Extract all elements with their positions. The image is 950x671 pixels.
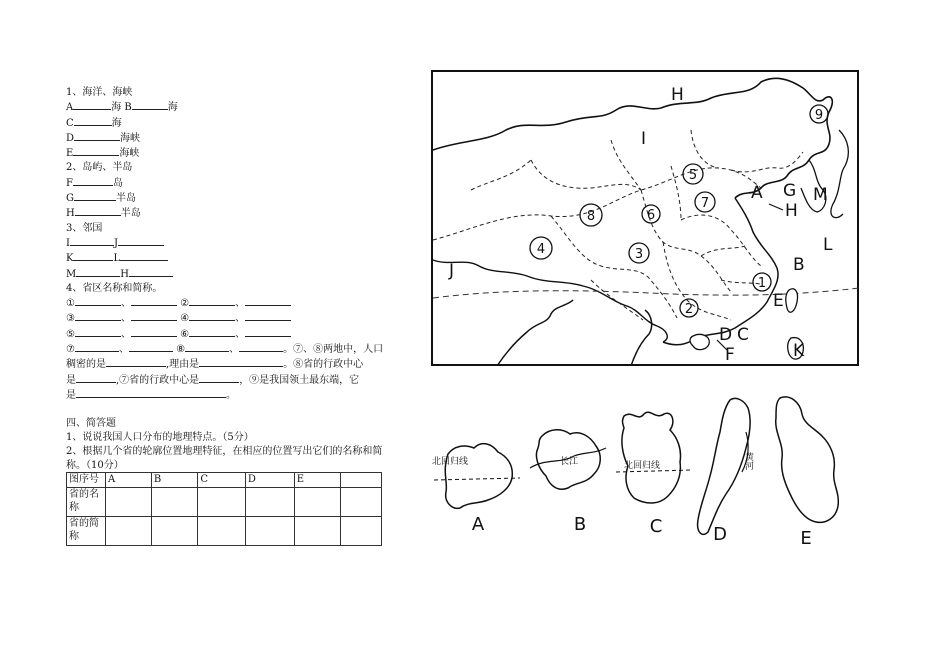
- outline-a: [445, 444, 512, 509]
- table-header-cell: E: [294, 473, 340, 488]
- q2-line-h: [66, 206, 384, 221]
- label-a: A: [66, 102, 74, 114]
- blank-7a[interactable]: [75, 342, 119, 352]
- blank-4a[interactable]: [189, 311, 235, 321]
- marker-2-text: 2: [684, 302, 694, 317]
- q4-line-e: [66, 373, 384, 388]
- blank-k[interactable]: [73, 251, 113, 261]
- map-label-h-top: H: [671, 85, 684, 105]
- table-cell[interactable]: [341, 517, 382, 546]
- table-cell[interactable]: [294, 517, 340, 546]
- table-row: [67, 488, 382, 517]
- label-b: 海 B: [111, 102, 132, 114]
- blank-capital-8[interactable]: [76, 373, 116, 383]
- table-cell[interactable]: [151, 517, 197, 546]
- table-header-row: [67, 473, 382, 488]
- row-label-name: 省的名称: [67, 488, 106, 517]
- map-label-l: L: [823, 235, 833, 255]
- table-header-cell-empty: [341, 473, 382, 488]
- blank-8a[interactable]: [185, 342, 229, 352]
- blank-8b[interactable]: [239, 342, 283, 352]
- map-label-c: C: [737, 325, 749, 345]
- outline-c: [622, 412, 681, 503]
- outline-label-c: C: [649, 516, 663, 537]
- marker-3-text: 3: [634, 247, 644, 262]
- label-m: M: [66, 268, 77, 280]
- table-header-cell: C: [198, 473, 246, 488]
- q3-title: 3、邻国: [66, 222, 103, 234]
- outline-label-d: D: [713, 524, 727, 545]
- section-four: [66, 417, 384, 473]
- question-section-left: [66, 86, 384, 403]
- row-label-abbr: 省的简称: [67, 517, 106, 546]
- q4-title: 4、省区名称和简称。: [66, 282, 163, 294]
- q4-line-b: [66, 357, 384, 372]
- marker-1-text: 1: [757, 276, 767, 291]
- q2-line-f: [66, 176, 384, 191]
- q1-line-ab: [66, 100, 384, 115]
- marker-8-text: 8: [586, 209, 596, 224]
- num-4: ④: [180, 313, 190, 325]
- sep: 、: [118, 344, 129, 356]
- num-3: ③: [66, 313, 75, 325]
- q4-line-h: [66, 388, 384, 403]
- blank-2a[interactable]: [189, 296, 235, 306]
- label-i: I: [66, 237, 70, 249]
- q4-row-34: [66, 311, 384, 326]
- label-sea: 海: [167, 102, 178, 114]
- q4-text-e: 是: [66, 374, 76, 386]
- table-cell[interactable]: [198, 517, 246, 546]
- blank-6a[interactable]: [189, 327, 235, 337]
- blank-6b[interactable]: [245, 327, 291, 337]
- map-label-d: D: [719, 325, 733, 345]
- blank-a[interactable]: [73, 100, 111, 110]
- label-k: K: [66, 253, 74, 265]
- num-1: ①: [66, 298, 75, 310]
- blank-d[interactable]: [74, 131, 120, 141]
- num-2: ②: [180, 298, 190, 310]
- q4-text-a: 。⑦、⑧两地中，人口: [283, 344, 384, 356]
- q4-text-d: 。⑧省的行政中心: [283, 359, 364, 371]
- label-c: C: [66, 117, 74, 129]
- blank-m[interactable]: [76, 267, 120, 277]
- blank-capital-7[interactable]: [199, 373, 239, 383]
- blank-4b[interactable]: [245, 311, 291, 321]
- outline-letters: [472, 514, 812, 549]
- q4-row-78: [66, 342, 384, 357]
- marker-4-text: 4: [536, 242, 546, 257]
- sep: 、: [120, 298, 131, 310]
- num-7: ⑦: [66, 344, 75, 356]
- outline-e: [776, 397, 839, 522]
- blank-7b[interactable]: [129, 342, 173, 352]
- label-peninsula-h: 半岛: [120, 208, 141, 220]
- label-e: E: [66, 148, 74, 160]
- table-cell[interactable]: [341, 488, 382, 517]
- annot-tropic-a: 北回归线: [432, 457, 469, 467]
- q1-title: 1、海洋、海峡: [66, 87, 133, 98]
- marker-5-text: 5: [688, 168, 698, 183]
- q2-title: 2、岛屿、半岛: [66, 162, 133, 174]
- sec4-q2: 2、根据几个省的轮廓位置地理特征，在相应的位置写出它们的名称和简称。（10分）: [66, 446, 383, 471]
- blank-5a[interactable]: [75, 327, 121, 337]
- label-sea-c: 海: [111, 117, 122, 129]
- blank-c[interactable]: [74, 116, 112, 126]
- q1-line-e: [66, 146, 384, 161]
- table-cell[interactable]: [294, 488, 340, 517]
- map-label-h-right: H: [785, 201, 798, 221]
- num-5: ⑤: [66, 328, 75, 340]
- label-peninsula-g: 半岛: [116, 193, 136, 205]
- marker-7-text: 7: [700, 196, 710, 211]
- table-cell[interactable]: [245, 517, 294, 546]
- blank-l[interactable]: [120, 251, 168, 261]
- q3-line-mh: [66, 267, 384, 282]
- province-table: [66, 472, 382, 546]
- blank-3b[interactable]: [131, 311, 177, 321]
- blank-reason[interactable]: [199, 357, 283, 367]
- label-island: 岛: [112, 177, 123, 189]
- q4-text-i: 。: [226, 389, 236, 401]
- sep: 、: [120, 313, 131, 325]
- label-h: H: [66, 208, 75, 220]
- sep: 、: [235, 298, 246, 310]
- blank-3a[interactable]: [75, 311, 121, 321]
- outline-annotations: [432, 451, 754, 471]
- blank-2b[interactable]: [245, 296, 291, 306]
- q4-row-12: [66, 296, 384, 311]
- sep: 、: [229, 344, 240, 356]
- sep: 、: [120, 328, 131, 340]
- q2-line-g: [66, 191, 384, 206]
- blank-i[interactable]: [70, 236, 114, 246]
- blank-h[interactable]: [75, 206, 121, 216]
- q1-line-d: [66, 131, 384, 146]
- outline-label-a: A: [471, 514, 485, 535]
- map-label-a: A: [751, 183, 763, 203]
- outline-a-tropic: [434, 478, 520, 480]
- q4-text-b: 稠密的是: [66, 359, 106, 371]
- q1-line-c: [66, 116, 384, 131]
- label-f: F: [66, 177, 73, 189]
- sep: 、: [235, 313, 246, 325]
- map-label-e: E: [773, 291, 784, 311]
- map-label-b: B: [793, 255, 805, 275]
- num-6: ⑥: [180, 328, 190, 340]
- table-cell[interactable]: [106, 517, 152, 546]
- label-strait-e: 海峡: [119, 148, 140, 160]
- map-label-k: K: [793, 341, 805, 361]
- label-strait-d: 海峡: [120, 132, 141, 144]
- table-cell[interactable]: [151, 488, 197, 517]
- blank-easternmost[interactable]: [76, 388, 226, 398]
- map-label-m: M: [813, 185, 828, 205]
- label-j: J: [113, 237, 118, 249]
- label-g: G: [66, 193, 74, 205]
- annot-tropic-c: 北回归线: [624, 461, 661, 471]
- table-cell[interactable]: [198, 488, 246, 517]
- annot-yellow-river: 黄河: [743, 452, 753, 470]
- table-header-cell: B: [151, 473, 197, 488]
- blank-f[interactable]: [73, 176, 113, 186]
- blank-j[interactable]: [118, 236, 164, 246]
- q4-text-h: 是: [66, 389, 76, 401]
- blank-g[interactable]: [74, 191, 116, 201]
- label-h2: H: [120, 268, 129, 280]
- china-map: [431, 70, 859, 366]
- table-row: [67, 517, 382, 546]
- num-8: ⑧: [176, 344, 186, 356]
- table-header-cell: D: [245, 473, 294, 488]
- q3-line-ij: [66, 236, 384, 251]
- sec4-q1: 1、说说我国人口分布的地理特点。（5分）: [66, 432, 254, 443]
- province-outlines: [430, 392, 860, 552]
- blank-1b[interactable]: [131, 296, 177, 306]
- outline-label-e: E: [800, 528, 812, 549]
- map-label-j: J: [449, 261, 455, 281]
- q4-text-g: ，⑨是我国领土最东端，它: [239, 374, 360, 386]
- map-label-f: F: [725, 345, 735, 365]
- q4-row-56: [66, 327, 384, 342]
- sep: 、: [235, 328, 246, 340]
- blank-5b[interactable]: [131, 327, 177, 337]
- label-d: D: [66, 132, 75, 144]
- annot-yangtze: 长江: [560, 457, 579, 467]
- blank-1a[interactable]: [75, 296, 121, 306]
- table-cell[interactable]: [106, 488, 152, 517]
- map-label-i: I: [641, 129, 647, 149]
- table-header-cell: 图序号: [67, 473, 106, 488]
- q4-text-c: ,理由是: [166, 359, 200, 371]
- label-l: L: [113, 253, 121, 265]
- outline-label-b: B: [573, 514, 587, 535]
- marker-9-text: 9: [814, 108, 824, 123]
- blank-e[interactable]: [73, 146, 119, 156]
- map-label-g: G: [783, 181, 797, 201]
- blank-b[interactable]: [132, 100, 168, 110]
- table-cell[interactable]: [245, 488, 294, 517]
- sec4-title: 四、简答题: [66, 418, 116, 429]
- q3-line-kl: [66, 251, 384, 266]
- blank-h2[interactable]: [129, 267, 173, 277]
- marker-6-text: 6: [646, 208, 656, 223]
- blank-dense[interactable]: [106, 357, 166, 367]
- q4-text-f: ,⑦省的行政中心是: [116, 374, 200, 386]
- table-header-cell: A: [106, 473, 152, 488]
